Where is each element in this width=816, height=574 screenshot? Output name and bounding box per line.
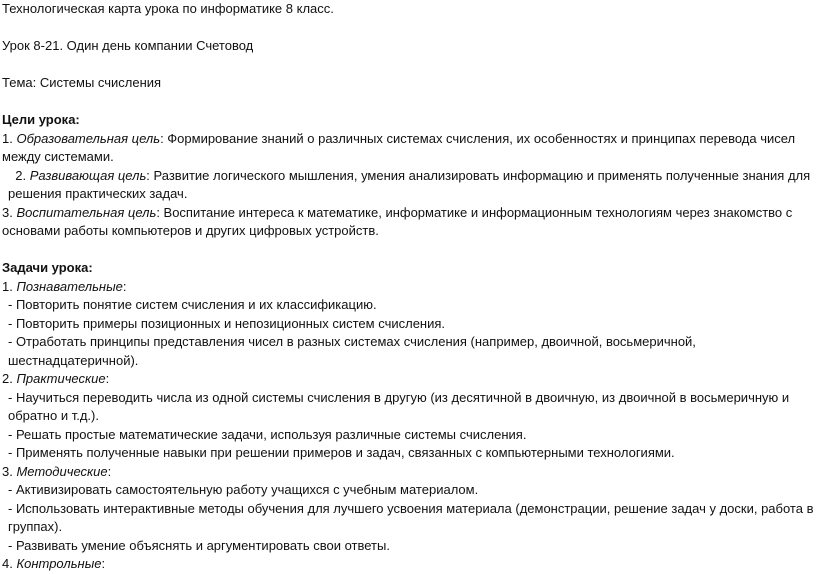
goal-3-text: : Воспитание интереса к математике, информатике и информационным технологиям через знакомство с основами работы компьютеров и других цифровых устройств. — [2, 204, 793, 238]
task-4-suffix: : — [101, 556, 106, 571]
task-3-item: - Использовать интерактивные методы обучения для лучшего усвоения материала (демонстрации, решение задач у доски, работа в группах). — [8, 500, 814, 534]
task-2-label: Практические — [16, 371, 106, 386]
task-1-item: - Повторить примеры позиционных и непозиционных систем счисления. — [8, 315, 446, 331]
lesson-title: Урок 8-21. Один день компании Счетовод — [2, 38, 254, 53]
doc-title: Технологическая карта урока по информатике 8 класс. — [2, 1, 334, 16]
goal-2-label: Развивающая цель — [29, 167, 147, 183]
goal-2-text: : Развитие логического мышления, умения анализировать информацию и применять полученные знания для решения практических задач. — [8, 167, 811, 201]
task-2-item: - Применять полученные навыки при решении примеров и задач, связанных с компьютерными технологиями. — [8, 445, 675, 460]
goal-2-number: 2. — [15, 167, 30, 183]
goal-1-label: Образовательная цель — [16, 130, 161, 146]
tasks-heading — [2, 259, 814, 278]
task-3-item: - Активизировать самостоятельную работу учащихся с учебным материалом. — [8, 482, 479, 497]
task-3-suffix: : — [107, 463, 112, 479]
topic-line: Тема: Системы счисления — [2, 75, 162, 90]
task-3-item: - Развивать умение объяснять и аргументировать свои ответы. — [8, 537, 390, 553]
task-2-number: 2. — [2, 371, 17, 386]
goal-3-number: 3. — [2, 204, 17, 220]
task-1 — [2, 278, 814, 297]
tasks-heading-text: Задачи урока: — [2, 260, 93, 275]
goal-1-text: : Формирование знаний о различных системах счисления, их особенностях и принципах перевода чисел между системами. — [2, 130, 796, 164]
task-3 — [2, 463, 814, 482]
task-1-suffix: : — [122, 278, 127, 294]
task-4 — [2, 555, 814, 574]
goals-heading — [2, 111, 814, 130]
task-4-number: 4. — [2, 556, 17, 571]
task-3-label: Методические — [16, 463, 108, 479]
goal-3-label: Воспитательная цель — [16, 204, 157, 220]
task-3-number: 3. — [2, 463, 17, 479]
goal-1-number: 1. — [2, 130, 17, 146]
goal-1 — [2, 130, 814, 167]
task-1-item: - Повторить понятие систем счисления и их классификацию. — [8, 297, 377, 312]
task-1-number: 1. — [2, 278, 17, 294]
task-4-label: Контрольные — [16, 556, 102, 571]
task-1-label: Познавательные — [16, 278, 123, 294]
goal-3 — [2, 204, 814, 241]
task-2 — [2, 370, 814, 389]
task-2-suffix: : — [105, 371, 110, 386]
goals-heading-text: Цели урока: — [2, 112, 80, 127]
task-1-item: - Отработать принципы представления чисел в разных системах счисления (например, двоичной, восьмеричной, шестнадцатеричной). — [8, 334, 696, 368]
task-2-item: - Научиться переводить числа из одной системы счисления в другую (из десятичной в двоичную, из двоичной в восьмеричную и обратно и т.д.). — [8, 389, 790, 423]
task-2-item: - Решать простые математические задачи, используя различные системы счисления. — [8, 426, 527, 442]
goal-2 — [2, 167, 814, 204]
